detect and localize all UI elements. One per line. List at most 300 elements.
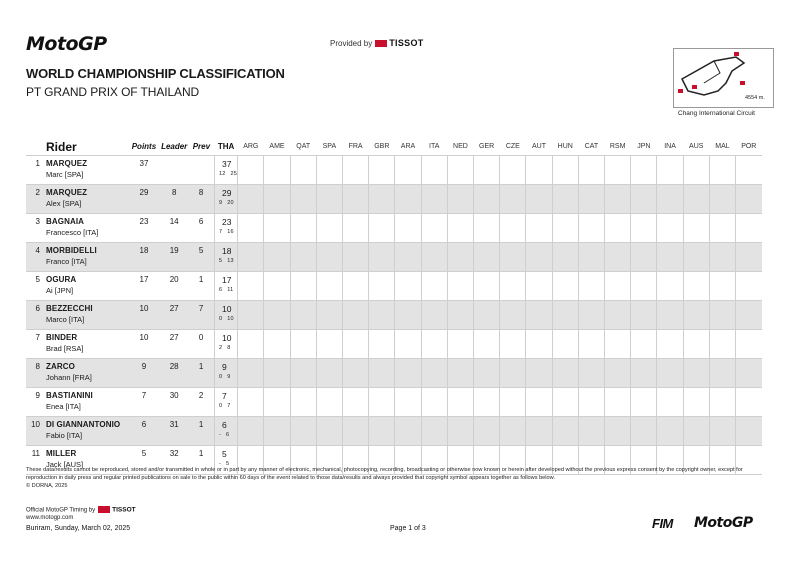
prev-gap-cell: 5 — [198, 246, 204, 255]
col-race-ame: AME — [269, 143, 285, 150]
rider-surname: DI GIANNANTONIO — [46, 420, 121, 429]
race-points: 17 — [222, 275, 232, 285]
col-prev: Prev — [192, 142, 211, 151]
race-cell-empty — [552, 301, 578, 330]
race-cell-empty — [421, 388, 447, 417]
col-race-ger: GER — [479, 143, 495, 150]
rider-surname: BASTIANINI — [46, 391, 93, 400]
race-only-points: 20 — [227, 200, 234, 206]
race-cell-empty — [631, 301, 657, 330]
table-row — [26, 301, 762, 330]
race-cell-empty — [395, 272, 421, 301]
rider-firstname: Johann [FRA] — [46, 373, 92, 382]
race-cell-tha — [215, 301, 238, 330]
points-cell: 23 — [139, 217, 149, 226]
sprint-points: 6 — [219, 287, 223, 293]
sprint-points: 0 — [219, 403, 223, 409]
race-cell-empty — [578, 243, 604, 272]
race-cell-empty — [395, 185, 421, 214]
rider-surname: MORBIDELLI — [46, 246, 97, 255]
prev-gap-cell: 1 — [198, 275, 204, 284]
col-race-hun: HUN — [557, 143, 573, 150]
race-cell-empty — [421, 417, 447, 446]
race-cell-empty — [369, 185, 395, 214]
race-cell-tha — [215, 243, 238, 272]
race-cell-empty — [474, 301, 500, 330]
race-cell-empty — [316, 243, 342, 272]
race-cell-empty — [290, 330, 316, 359]
rider-firstname: Jack [AUS] — [46, 460, 84, 469]
rider-surname: MILLER — [46, 449, 77, 458]
table-row — [26, 388, 762, 417]
race-cell-empty — [736, 185, 762, 214]
race-cell-empty — [578, 185, 604, 214]
race-cell-empty — [421, 359, 447, 388]
timing-brand: TISSOT — [112, 506, 136, 514]
race-cell-empty — [447, 417, 473, 446]
race-cell-empty — [474, 214, 500, 243]
race-cell-empty — [552, 417, 578, 446]
race-cell-empty — [316, 359, 342, 388]
race-cell-empty — [264, 359, 290, 388]
location-date: Buriram, Sunday, March 02, 2025 — [26, 525, 131, 532]
race-cell-empty — [657, 156, 683, 185]
race-cell-empty — [736, 156, 762, 185]
position: 2 — [35, 188, 40, 197]
prev-gap-cell — [188, 156, 214, 185]
points-cell: 7 — [141, 391, 147, 400]
race-cell-empty — [238, 388, 264, 417]
race-cell-empty — [526, 156, 552, 185]
rider-cell — [26, 243, 128, 272]
circuit-name: Chang International Circuit — [678, 110, 755, 117]
race-points: 10 — [222, 304, 232, 314]
points-cell: 29 — [139, 188, 149, 197]
prev-gap-cell: 2 — [198, 391, 204, 400]
race-cell-empty — [683, 243, 709, 272]
race-cell-empty — [500, 301, 526, 330]
table-row — [26, 417, 762, 446]
race-cell-empty — [657, 214, 683, 243]
disclaimer — [26, 466, 764, 490]
prev-gap-cell: 6 — [198, 217, 204, 226]
race-cell-empty — [343, 330, 369, 359]
race-cell-empty — [343, 185, 369, 214]
sprint-points: 12 — [219, 171, 226, 177]
rider-cell — [26, 359, 128, 388]
race-cell-empty — [736, 417, 762, 446]
race-cell-empty — [605, 359, 631, 388]
rider-cell — [26, 301, 128, 330]
points-cell: 6 — [141, 420, 147, 429]
race-cell-empty — [238, 156, 264, 185]
race-cell-empty — [709, 272, 735, 301]
race-cell-empty — [343, 388, 369, 417]
race-cell-empty — [709, 214, 735, 243]
race-cell-empty — [552, 359, 578, 388]
rider-firstname: Marco [ITA] — [46, 315, 85, 324]
position: 1 — [35, 159, 40, 168]
col-points: Points — [131, 142, 157, 151]
race-breakdown — [219, 287, 233, 293]
race-cell-empty — [605, 417, 631, 446]
timing-prefix: Official MotoGP Timing by — [26, 507, 96, 514]
race-cell-empty — [526, 417, 552, 446]
race-cell-empty — [526, 214, 552, 243]
points-cell: 10 — [139, 304, 149, 313]
race-cell-empty — [605, 272, 631, 301]
position: 10 — [31, 420, 40, 429]
race-cell-empty — [395, 301, 421, 330]
race-cell-empty — [709, 330, 735, 359]
race-cell-empty — [736, 301, 762, 330]
leader-gap-cell: 8 — [171, 188, 177, 197]
race-cell-empty — [369, 388, 395, 417]
table-header-row — [26, 138, 762, 156]
race-cell-empty — [369, 156, 395, 185]
points-cell: 5 — [141, 449, 147, 458]
race-cell-empty — [316, 272, 342, 301]
race-cell-empty — [500, 330, 526, 359]
rider-firstname: Ai [JPN] — [46, 286, 74, 295]
race-cell-empty — [290, 417, 316, 446]
circuit-length: 4554 m. — [745, 95, 765, 101]
sponsor-name: TISSOT — [389, 38, 424, 48]
race-cell-empty — [526, 185, 552, 214]
race-breakdown — [219, 200, 234, 206]
race-cell-empty — [447, 156, 473, 185]
race-cell-empty — [578, 214, 604, 243]
leader-gap-cell: 30 — [169, 391, 179, 400]
race-breakdown — [219, 374, 231, 380]
race-cell-empty — [290, 388, 316, 417]
race-cell-empty — [447, 330, 473, 359]
race-cell-empty — [657, 388, 683, 417]
race-cell-empty — [605, 185, 631, 214]
points-cell: 17 — [139, 275, 149, 284]
race-cell-empty — [631, 330, 657, 359]
col-leader: Leader — [161, 142, 188, 151]
race-cell-empty — [657, 417, 683, 446]
race-cell-empty — [709, 156, 735, 185]
col-race-tha: THA — [217, 142, 235, 151]
points-cell: 37 — [139, 159, 149, 168]
prev-gap-cell: 7 — [198, 304, 204, 313]
race-cell-empty — [264, 272, 290, 301]
copyright: © DORNA, 2025 — [26, 483, 68, 490]
leader-gap-cell: 27 — [169, 304, 179, 313]
prev-gap-cell: 1 — [198, 362, 204, 371]
position: 5 — [35, 275, 40, 284]
rider-surname: BEZZECCHI — [46, 304, 93, 313]
race-cell-empty — [683, 417, 709, 446]
race-points: 23 — [222, 217, 232, 227]
race-cell-tha — [215, 185, 238, 214]
col-race-aut: AUT — [532, 143, 547, 150]
race-cell-empty — [631, 417, 657, 446]
race-cell-empty — [316, 388, 342, 417]
race-cell-empty — [447, 243, 473, 272]
race-cell-empty — [683, 272, 709, 301]
race-cell-empty — [578, 388, 604, 417]
race-cell-empty — [500, 243, 526, 272]
race-cell-empty — [343, 417, 369, 446]
race-cell-empty — [605, 243, 631, 272]
disclaimer-text: These data/results cannot be reproduced, stored and/or transmitted in whole or in part by any manner of electronic, mechanical, photocopying, recording, broadcasting or otherwise now known or herein after developed without the previous express consent by the copyright owner, except for reproduction in daily press and regular printed publications on sale to the public within 60 days of the event related to those data/results and always provided that copyright symbol appears together as follows below. — [26, 467, 743, 482]
leader-gap-cell: 32 — [169, 449, 179, 458]
leader-gap-cell: 19 — [169, 246, 179, 255]
points-cell: 9 — [141, 362, 147, 371]
rider-surname: MARQUEZ — [46, 188, 88, 197]
race-cell-empty — [631, 272, 657, 301]
rider-firstname: Francesco [ITA] — [46, 228, 99, 237]
race-cell-empty — [500, 272, 526, 301]
race-cell-empty — [683, 185, 709, 214]
race-cell-empty — [290, 359, 316, 388]
race-cell-empty — [683, 388, 709, 417]
race-cell-empty — [709, 185, 735, 214]
race-cell-empty — [500, 359, 526, 388]
race-cell-empty — [552, 388, 578, 417]
race-cell-empty — [316, 214, 342, 243]
race-points: 18 — [222, 246, 232, 256]
race-cell-empty — [500, 388, 526, 417]
leader-gap-cell: 20 — [169, 275, 179, 284]
race-cell-empty — [264, 185, 290, 214]
race-cell-empty — [395, 156, 421, 185]
race-cell-empty — [526, 301, 552, 330]
race-cell-empty — [343, 301, 369, 330]
race-only-points: 7 — [227, 403, 231, 409]
prev-gap-cell: 0 — [198, 333, 204, 342]
fim-logo: FIM — [652, 516, 673, 531]
race-cell-empty — [369, 272, 395, 301]
race-cell-empty — [238, 243, 264, 272]
race-cell-empty — [657, 359, 683, 388]
page-subtitle: PT GRAND PRIX OF THAILAND — [26, 85, 200, 99]
race-cell-empty — [736, 388, 762, 417]
race-cell-empty — [395, 214, 421, 243]
position: 11 — [31, 449, 40, 458]
prev-gap-cell: 1 — [198, 449, 204, 458]
race-breakdown — [219, 171, 237, 177]
rider-firstname: Fabio [ITA] — [46, 431, 83, 440]
race-cell-empty — [526, 359, 552, 388]
race-cell-empty — [421, 185, 447, 214]
race-cell-empty — [369, 417, 395, 446]
position: 9 — [35, 391, 40, 400]
table-body — [26, 156, 762, 475]
race-cell-empty — [290, 214, 316, 243]
race-cell-empty — [578, 301, 604, 330]
rider-cell — [26, 156, 128, 185]
race-cell-empty — [474, 156, 500, 185]
rider-firstname: Enea [ITA] — [46, 402, 81, 411]
race-cell-empty — [709, 359, 735, 388]
race-cell-empty — [447, 359, 473, 388]
col-rider: Rider — [46, 139, 77, 154]
race-only-points: 16 — [227, 229, 234, 235]
table-row — [26, 359, 762, 388]
col-race-spa: SPA — [322, 143, 337, 150]
race-cell-empty — [238, 359, 264, 388]
race-cell-empty — [474, 417, 500, 446]
race-cell-empty — [605, 330, 631, 359]
col-race-ita: ITA — [429, 143, 440, 150]
race-breakdown — [219, 229, 234, 235]
race-cell-empty — [264, 388, 290, 417]
race-cell-empty — [736, 243, 762, 272]
position: 7 — [35, 333, 40, 342]
race-cell-empty — [474, 359, 500, 388]
rider-surname: BINDER — [46, 333, 78, 342]
race-cell-empty — [290, 272, 316, 301]
official-timing — [26, 506, 136, 514]
race-cell-empty — [316, 156, 342, 185]
race-cell-empty — [316, 185, 342, 214]
table-row — [26, 243, 762, 272]
race-cell-empty — [552, 243, 578, 272]
race-cell-empty — [709, 243, 735, 272]
race-cell-empty — [578, 156, 604, 185]
race-cell-empty — [526, 243, 552, 272]
race-cell-empty — [447, 301, 473, 330]
race-cell-empty — [578, 330, 604, 359]
race-cell-empty — [395, 417, 421, 446]
race-cell-empty — [631, 359, 657, 388]
race-cell-empty — [474, 330, 500, 359]
race-cell-empty — [578, 272, 604, 301]
race-cell-empty — [605, 388, 631, 417]
race-cell-empty — [238, 272, 264, 301]
race-cell-empty — [605, 156, 631, 185]
race-cell-empty — [264, 301, 290, 330]
race-points: 10 — [222, 333, 232, 343]
race-only-points: 5 — [226, 461, 230, 467]
race-cell-empty — [683, 330, 709, 359]
race-cell-empty — [290, 301, 316, 330]
race-only-points: 8 — [227, 345, 231, 351]
race-cell-empty — [290, 243, 316, 272]
sprint-points: 9 — [219, 200, 223, 206]
race-cell-empty — [736, 272, 762, 301]
col-race-aus: AUS — [689, 143, 704, 150]
race-cell-empty — [709, 417, 735, 446]
race-cell-tha — [215, 272, 238, 301]
race-cell-empty — [316, 330, 342, 359]
race-cell-empty — [631, 156, 657, 185]
rider-surname: OGURA — [46, 275, 77, 284]
rider-surname: MARQUEZ — [46, 159, 88, 168]
rider-cell — [26, 272, 128, 301]
race-points: 37 — [222, 159, 232, 169]
race-cell-empty — [238, 330, 264, 359]
table-row — [26, 185, 762, 214]
race-cell-empty — [605, 214, 631, 243]
race-cell-empty — [447, 214, 473, 243]
motogp-logo: MotoGP — [26, 33, 107, 55]
race-cell-tha — [215, 214, 238, 243]
race-cell-empty — [552, 330, 578, 359]
race-cell-empty — [238, 301, 264, 330]
race-only-points: 11 — [227, 287, 234, 293]
col-race-cat: CAT — [584, 143, 599, 150]
rider-firstname: Alex [SPA] — [46, 199, 82, 208]
rider-surname: ZARCO — [46, 362, 75, 371]
race-cell-empty — [657, 330, 683, 359]
race-only-points: 13 — [227, 258, 234, 264]
race-cell-empty — [605, 301, 631, 330]
table-row — [26, 330, 762, 359]
col-race-qat: QAT — [296, 143, 311, 150]
race-cell-empty — [631, 214, 657, 243]
race-only-points: 9 — [227, 374, 231, 380]
tissot-logo-icon — [375, 40, 387, 47]
col-race-ara: ARA — [400, 143, 416, 150]
race-cell-empty — [447, 388, 473, 417]
race-only-points: 25 — [230, 171, 238, 177]
sprint-points: 0 — [219, 374, 223, 380]
race-cell-empty — [683, 214, 709, 243]
rider-firstname: Marc [SPA] — [46, 170, 84, 179]
rider-cell — [26, 388, 128, 417]
race-cell-empty — [657, 301, 683, 330]
prev-gap-cell: 8 — [198, 188, 204, 197]
race-cell-empty — [447, 185, 473, 214]
website-link[interactable]: www.motogp.com — [26, 515, 74, 521]
race-cell-empty — [500, 156, 526, 185]
race-cell-empty — [683, 359, 709, 388]
leader-gap-cell — [160, 156, 188, 185]
leader-gap-cell: 14 — [169, 217, 179, 226]
race-cell-empty — [264, 417, 290, 446]
race-cell-empty — [421, 214, 447, 243]
race-cell-empty — [238, 185, 264, 214]
race-cell-empty — [552, 214, 578, 243]
col-race-por: POR — [741, 143, 757, 150]
race-cell-empty — [395, 359, 421, 388]
provided-by — [330, 38, 424, 48]
race-cell-empty — [500, 214, 526, 243]
col-race-jpn: JPN — [637, 143, 651, 150]
race-points: 9 — [222, 362, 227, 372]
race-only-points: 10 — [227, 316, 234, 322]
race-cell-empty — [343, 214, 369, 243]
position: 3 — [35, 217, 40, 226]
race-cell-empty — [683, 156, 709, 185]
race-cell-empty — [343, 156, 369, 185]
points-cell: 10 — [139, 333, 149, 342]
race-cell-empty — [657, 272, 683, 301]
race-cell-empty — [343, 272, 369, 301]
sprint-points: 2 — [219, 345, 223, 351]
race-cell-empty — [474, 388, 500, 417]
race-cell-empty — [369, 359, 395, 388]
rider-surname: BAGNAIA — [46, 217, 85, 226]
race-cell-empty — [709, 388, 735, 417]
race-cell-empty — [264, 214, 290, 243]
race-cell-empty — [395, 388, 421, 417]
race-cell-empty — [421, 330, 447, 359]
table-row — [26, 156, 762, 185]
race-breakdown — [219, 345, 231, 351]
race-cell-empty — [316, 417, 342, 446]
rider-firstname: Brad [RSA] — [46, 344, 84, 353]
race-cell-empty — [709, 301, 735, 330]
race-breakdown — [219, 258, 234, 264]
race-cell-empty — [657, 185, 683, 214]
rider-cell — [26, 185, 128, 214]
